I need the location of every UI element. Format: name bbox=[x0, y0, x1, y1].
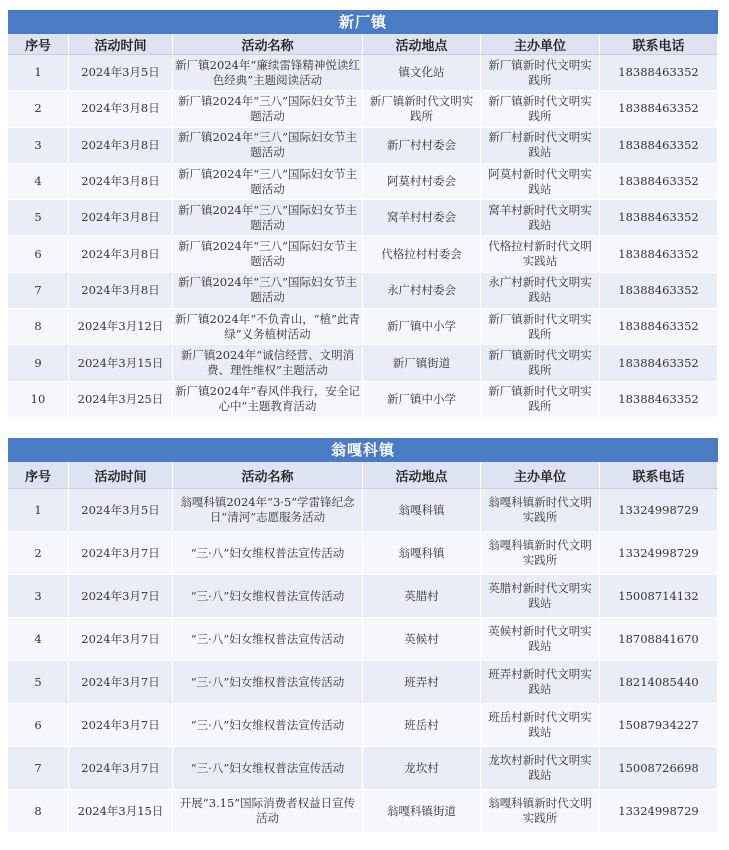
header-phone: 联系电话 bbox=[600, 462, 718, 488]
cell-date: 2024年3月7日 bbox=[69, 661, 173, 703]
cell-phone: 13324998729 bbox=[600, 532, 718, 574]
header-no: 序号 bbox=[8, 34, 69, 54]
table-row bbox=[8, 704, 718, 747]
cell-date: 2024年3月7日 bbox=[69, 618, 173, 660]
header-place: 活动地点 bbox=[363, 34, 481, 54]
cell-name: 翁嘎科镇2024年“3·5”学雷锋纪念日“清河”志愿服务活动 bbox=[173, 489, 363, 531]
header-phone: 联系电话 bbox=[600, 34, 718, 54]
table-body bbox=[8, 489, 718, 833]
cell-place: 新厂村村委会 bbox=[363, 128, 481, 163]
wenggake-table bbox=[8, 438, 718, 833]
cell-no: 7 bbox=[8, 273, 69, 308]
cell-date: 2024年3月8日 bbox=[69, 273, 173, 308]
cell-place: 翁嘎科镇 bbox=[363, 489, 481, 531]
cell-date: 2024年3月8日 bbox=[69, 128, 173, 163]
cell-date: 2024年3月15日 bbox=[69, 345, 173, 380]
cell-date: 2024年3月8日 bbox=[69, 91, 173, 126]
cell-phone: 18388463352 bbox=[600, 55, 718, 90]
cell-place: 英腊村 bbox=[363, 575, 481, 617]
cell-name: 新厂镇2024年“不负青山，“植”此青绿”义务植树活动 bbox=[173, 309, 363, 344]
cell-no: 8 bbox=[8, 790, 69, 832]
cell-no: 2 bbox=[8, 91, 69, 126]
table-title: 新厂镇 bbox=[8, 10, 718, 34]
table-row bbox=[8, 790, 718, 833]
cell-name: 新厂镇2024年“三八”国际妇女节主题活动 bbox=[173, 91, 363, 126]
header-date: 活动时间 bbox=[69, 34, 173, 54]
cell-place: 代格拉村村委会 bbox=[363, 236, 481, 271]
cell-no: 1 bbox=[8, 55, 69, 90]
cell-place: 新厂镇新时代文明实践所 bbox=[363, 91, 481, 126]
cell-phone: 18388463352 bbox=[600, 164, 718, 199]
cell-phone: 18388463352 bbox=[600, 382, 718, 417]
cell-place: 新厂镇中小学 bbox=[363, 309, 481, 344]
cell-place: 龙坎村 bbox=[363, 747, 481, 789]
cell-org: 翁嘎科镇新时代文明实践所 bbox=[481, 532, 600, 574]
cell-no: 5 bbox=[8, 200, 69, 235]
cell-phone: 18388463352 bbox=[600, 345, 718, 380]
header-name: 活动名称 bbox=[173, 34, 363, 54]
cell-no: 6 bbox=[8, 236, 69, 271]
cell-phone: 13324998729 bbox=[600, 489, 718, 531]
table-body bbox=[8, 55, 718, 418]
cell-org: 翁嘎科镇新时代文明实践所 bbox=[481, 790, 600, 832]
cell-name: “三·八”妇女维权普法宣传活动 bbox=[173, 747, 363, 789]
cell-phone: 18388463352 bbox=[600, 128, 718, 163]
table-row bbox=[8, 309, 718, 345]
cell-phone: 15087934227 bbox=[600, 704, 718, 746]
table-row bbox=[8, 273, 718, 309]
cell-place: 新厂镇街道 bbox=[363, 345, 481, 380]
cell-place: 镇文化站 bbox=[363, 55, 481, 90]
table-header bbox=[8, 34, 718, 55]
cell-phone: 18388463352 bbox=[600, 236, 718, 271]
cell-org: 永广村新时代文明实践站 bbox=[481, 273, 600, 308]
cell-name: “三·八”妇女维权普法宣传活动 bbox=[173, 575, 363, 617]
cell-date: 2024年3月7日 bbox=[69, 747, 173, 789]
header-org: 主办单位 bbox=[481, 462, 600, 488]
cell-org: 龙坎村新时代文明实践站 bbox=[481, 747, 600, 789]
cell-place: 英候村 bbox=[363, 618, 481, 660]
cell-org: 代格拉村新时代文明实践站 bbox=[481, 236, 600, 271]
cell-date: 2024年3月7日 bbox=[69, 575, 173, 617]
cell-no: 10 bbox=[8, 382, 69, 417]
cell-org: 班岳村新时代文明实践站 bbox=[481, 704, 600, 746]
cell-no: 2 bbox=[8, 532, 69, 574]
cell-no: 5 bbox=[8, 661, 69, 703]
cell-name: 新厂镇2024年“春风伴我行，安全记心中”主题教育活动 bbox=[173, 382, 363, 417]
cell-place: 班弄村 bbox=[363, 661, 481, 703]
cell-place: 翁嘎科镇街道 bbox=[363, 790, 481, 832]
cell-date: 2024年3月8日 bbox=[69, 236, 173, 271]
table-row bbox=[8, 489, 718, 532]
cell-org: 新厂村新时代文明实践站 bbox=[481, 128, 600, 163]
cell-place: 永广村村委会 bbox=[363, 273, 481, 308]
cell-no: 8 bbox=[8, 309, 69, 344]
cell-org: 窝羊村新时代文明实践站 bbox=[481, 200, 600, 235]
table-row bbox=[8, 55, 718, 91]
cell-name: 新厂镇2024年“诚信经营、文明消费、理性维权”主题活动 bbox=[173, 345, 363, 380]
table-row bbox=[8, 618, 718, 661]
cell-place: 阿莫村村委会 bbox=[363, 164, 481, 199]
cell-date: 2024年3月7日 bbox=[69, 704, 173, 746]
header-name: 活动名称 bbox=[173, 462, 363, 488]
table-row bbox=[8, 532, 718, 575]
cell-phone: 15008726698 bbox=[600, 747, 718, 789]
cell-name: 新厂镇2024年“三八”国际妇女节主题活动 bbox=[173, 164, 363, 199]
cell-no: 4 bbox=[8, 618, 69, 660]
table-row bbox=[8, 382, 718, 418]
cell-name: 开展“3.15”国际消费者权益日宣传活动 bbox=[173, 790, 363, 832]
cell-phone: 18388463352 bbox=[600, 91, 718, 126]
cell-phone: 18708841670 bbox=[600, 618, 718, 660]
cell-org: 翁嘎科镇新时代文明实践所 bbox=[481, 489, 600, 531]
xinchang-table bbox=[8, 10, 718, 418]
cell-date: 2024年3月8日 bbox=[69, 200, 173, 235]
cell-org: 英候村新时代文明实践站 bbox=[481, 618, 600, 660]
cell-place: 班岳村 bbox=[363, 704, 481, 746]
cell-name: 新厂镇2024年“三八”国际妇女节主题活动 bbox=[173, 273, 363, 308]
header-org: 主办单位 bbox=[481, 34, 600, 54]
cell-date: 2024年3月5日 bbox=[69, 489, 173, 531]
cell-date: 2024年3月12日 bbox=[69, 309, 173, 344]
cell-name: “三·八”妇女维权普法宣传活动 bbox=[173, 532, 363, 574]
cell-name: “三·八”妇女维权普法宣传活动 bbox=[173, 704, 363, 746]
cell-name: 新厂镇2024年“三八”国际妇女节主题活动 bbox=[173, 236, 363, 271]
table-row bbox=[8, 164, 718, 200]
cell-name: “三·八”妇女维权普法宣传活动 bbox=[173, 618, 363, 660]
cell-no: 3 bbox=[8, 575, 69, 617]
table-header bbox=[8, 462, 718, 489]
header-no: 序号 bbox=[8, 462, 69, 488]
cell-name: 新厂镇2024年“三八”国际妇女节主题活动 bbox=[173, 200, 363, 235]
cell-org: 新厂镇新时代文明实践所 bbox=[481, 309, 600, 344]
cell-org: 班弄村新时代文明实践站 bbox=[481, 661, 600, 703]
cell-no: 9 bbox=[8, 345, 69, 380]
cell-phone: 18214085440 bbox=[600, 661, 718, 703]
cell-name: 新厂镇2024年“廉续雷锋精神悦读红色经典”主题阅读活动 bbox=[173, 55, 363, 90]
cell-phone: 18388463352 bbox=[600, 309, 718, 344]
table-title: 翁嘎科镇 bbox=[8, 438, 718, 462]
cell-no: 1 bbox=[8, 489, 69, 531]
cell-place: 翁嘎科镇 bbox=[363, 532, 481, 574]
cell-date: 2024年3月5日 bbox=[69, 55, 173, 90]
cell-no: 3 bbox=[8, 128, 69, 163]
cell-org: 阿莫村新时代文明实践站 bbox=[481, 164, 600, 199]
cell-phone: 15008714132 bbox=[600, 575, 718, 617]
table-row bbox=[8, 747, 718, 790]
cell-place: 新厂镇中小学 bbox=[363, 382, 481, 417]
cell-phone: 13324998729 bbox=[600, 790, 718, 832]
table-row bbox=[8, 236, 718, 272]
cell-org: 新厂镇新时代文明实践所 bbox=[481, 382, 600, 417]
cell-org: 新厂镇新时代文明实践所 bbox=[481, 345, 600, 380]
cell-no: 7 bbox=[8, 747, 69, 789]
cell-date: 2024年3月15日 bbox=[69, 790, 173, 832]
table-row bbox=[8, 200, 718, 236]
cell-phone: 18388463352 bbox=[600, 273, 718, 308]
cell-date: 2024年3月8日 bbox=[69, 164, 173, 199]
cell-name: 新厂镇2024年“三八”国际妇女节主题活动 bbox=[173, 128, 363, 163]
cell-no: 4 bbox=[8, 164, 69, 199]
cell-date: 2024年3月7日 bbox=[69, 532, 173, 574]
table-row bbox=[8, 128, 718, 164]
cell-no: 6 bbox=[8, 704, 69, 746]
table-row bbox=[8, 345, 718, 381]
cell-org: 新厂镇新时代文明实践所 bbox=[481, 55, 600, 90]
cell-org: 新厂镇新时代文明实践所 bbox=[481, 91, 600, 126]
cell-name: “三·八”妇女维权普法宣传活动 bbox=[173, 661, 363, 703]
cell-date: 2024年3月25日 bbox=[69, 382, 173, 417]
cell-place: 窝羊村村委会 bbox=[363, 200, 481, 235]
table-row bbox=[8, 661, 718, 704]
table-row bbox=[8, 575, 718, 618]
table-row bbox=[8, 91, 718, 127]
cell-phone: 18388463352 bbox=[600, 200, 718, 235]
cell-org: 英腊村新时代文明实践站 bbox=[481, 575, 600, 617]
header-place: 活动地点 bbox=[363, 462, 481, 488]
header-date: 活动时间 bbox=[69, 462, 173, 488]
